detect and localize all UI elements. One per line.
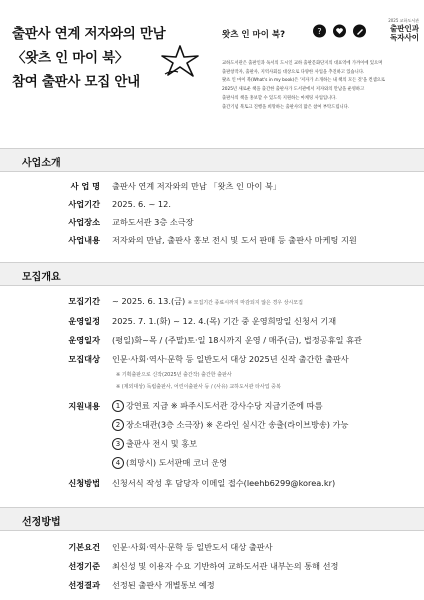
section-header-recruit <box>0 262 424 286</box>
info-row <box>0 478 424 496</box>
row-label: 운영일자 <box>68 335 100 345</box>
about-line: 왓츠 인 마이 북(What's in my book)은 '저자가 소개하는 내 책의 모든 것'을 컨셉으로 <box>222 78 386 84</box>
info-row <box>0 181 424 199</box>
sparkle-star-icon <box>160 44 202 78</box>
pen-bubble-icon <box>352 24 367 39</box>
row-value: 인문·사회·역사·문학 등 일반도서 대상 2025년 신작 출간한 출판사 <box>112 354 349 364</box>
about-line: 2025년 새로운 책을 출간한 출판사가 도서관에서 저자와의 만남을 운영하고 <box>222 87 365 93</box>
support-text: 강연료 지급 ※ 파주시도서관 강사수당 지급기준에 따름 <box>126 400 323 411</box>
row-label: 사업내용 <box>68 235 100 245</box>
row-value: 최신성 및 이용자 수요 기반하여 교하도서관 내부논의 통해 선정 <box>112 561 339 571</box>
support-item <box>112 438 197 450</box>
row-label: 선정기준 <box>68 561 100 571</box>
support-text: 장소대관(3층 소극장) ※ 온라인 실시간 송출(라이브방송) 가능 <box>126 419 349 430</box>
about-line: 출판사의 책을 홍보할 수 있도록 지원하는 마케팅 사업입니다. <box>222 95 337 101</box>
section-title: 모집개요 <box>22 272 61 283</box>
row-label: 사업기간 <box>68 199 100 209</box>
section-title: 선정방법 <box>22 517 61 528</box>
title-line-3: 참여 출판사 모집 안내 <box>12 74 140 90</box>
heart-bubble-icon <box>332 24 347 39</box>
about-title: 왓츠 인 마이 북? <box>222 30 286 40</box>
info-row <box>0 296 424 314</box>
row-value: 저자와의 만남, 출판사 홍보 전시 및 도서 판매 등 출판사 마케팅 지원 <box>112 235 357 245</box>
row-label: 사 업 명 <box>70 181 100 191</box>
header-band <box>0 0 424 132</box>
number-badge: 3 <box>112 438 124 450</box>
row-label: 사업장소 <box>68 217 100 227</box>
section-header-selection <box>0 507 424 531</box>
row-label: 선정결과 <box>68 580 100 590</box>
about-line: 출간기념 북토크 진행을 희망하는 출판사의 많은 참여 부탁드립니다. <box>222 104 350 110</box>
info-row <box>0 217 424 235</box>
title-line-1: 출판사 연계 저자와의 만남 <box>12 26 166 42</box>
row-label: 모집기간 <box>68 296 100 306</box>
period-value: ~ 2025. 6. 13.(금) <box>112 296 186 306</box>
row-value: 교하도서관 3층 소극장 <box>112 217 194 227</box>
row-label: 모집대상 <box>68 354 100 364</box>
info-row <box>0 235 424 253</box>
target-note: ※ 기획출판으로 신작(2025년 출간작) 출간한 출판사 <box>116 372 232 378</box>
row-value <box>112 296 303 307</box>
info-row <box>0 316 424 334</box>
row-value: 신청서식 작성 후 담당자 이메일 접수(leehb6299@korea.kr) <box>112 478 336 488</box>
row-label: 기본요건 <box>68 542 100 552</box>
about-line: 출판창작자, 출판사, 지역사회를 대상으로 다양한 사업을 추진하고 있습니다. <box>222 69 365 75</box>
section-title: 사업소개 <box>22 158 61 169</box>
about-text <box>222 60 418 112</box>
row-value: 인문·사회·역사·문학 등 일반도서 대상 출판사 <box>112 542 273 552</box>
info-row <box>0 354 424 372</box>
row-value: 선정된 출판사 개별통보 예정 <box>112 580 215 590</box>
support-item <box>112 419 348 431</box>
logo-main-2: 독자사이 <box>390 33 419 42</box>
support-text: (희망시) 도서판매 코너 운영 <box>126 457 228 468</box>
row-label: 지원내용 <box>68 401 100 411</box>
info-row <box>0 335 424 353</box>
support-text: 출판사 전시 및 홍보 <box>126 438 198 449</box>
library-logo <box>377 18 419 42</box>
svg-text:?: ? <box>317 27 322 36</box>
target-note: ※ (제외대상) 독립출판사, 어린이출판사 등 / (사유) 교하도서관 타사업 중복 <box>116 384 281 390</box>
row-label: 운영일정 <box>68 316 100 326</box>
logo-subtitle: 2025 교하도서관 <box>388 18 419 23</box>
row-value: (평일)화~목 / (주말)토·일 18시까지 운영 / 매주(금), 법정공휴일 휴관 <box>112 335 362 345</box>
row-label: 신청방법 <box>68 478 100 488</box>
support-item <box>112 457 227 469</box>
row-value: 2025. 6. ~ 12. <box>112 199 171 209</box>
info-row <box>0 561 424 579</box>
info-row <box>0 580 424 598</box>
number-badge: 4 <box>112 457 124 469</box>
about-line: 교하도서관은 출판인과 독서의 도시인 교하 출판문화단지의 대표역에 가까이에 있으며 <box>222 61 383 66</box>
number-badge: 1 <box>112 400 124 412</box>
period-note: ※ 모집기간 종료시까지 마감되지 않은 경우 상시모집 <box>187 300 304 306</box>
question-bubble-icon <box>312 24 327 39</box>
logo-main-1: 출판인과 <box>390 24 419 33</box>
speech-bubbles <box>312 24 367 39</box>
row-value: 2025. 7. 1.(화) ~ 12. 4.(목) 기간 중 운영희망일 신청서 기재 <box>112 316 337 326</box>
row-value: 출판사 연계 저자와의 만남 「왓츠 인 마이 북」 <box>112 181 282 191</box>
support-item <box>112 400 322 412</box>
section-header-intro <box>0 148 424 172</box>
title-line-2: 〈왓츠 인 마이 북〉 <box>12 50 129 66</box>
number-badge: 2 <box>112 419 124 431</box>
info-row <box>0 542 424 560</box>
info-row <box>0 199 424 217</box>
